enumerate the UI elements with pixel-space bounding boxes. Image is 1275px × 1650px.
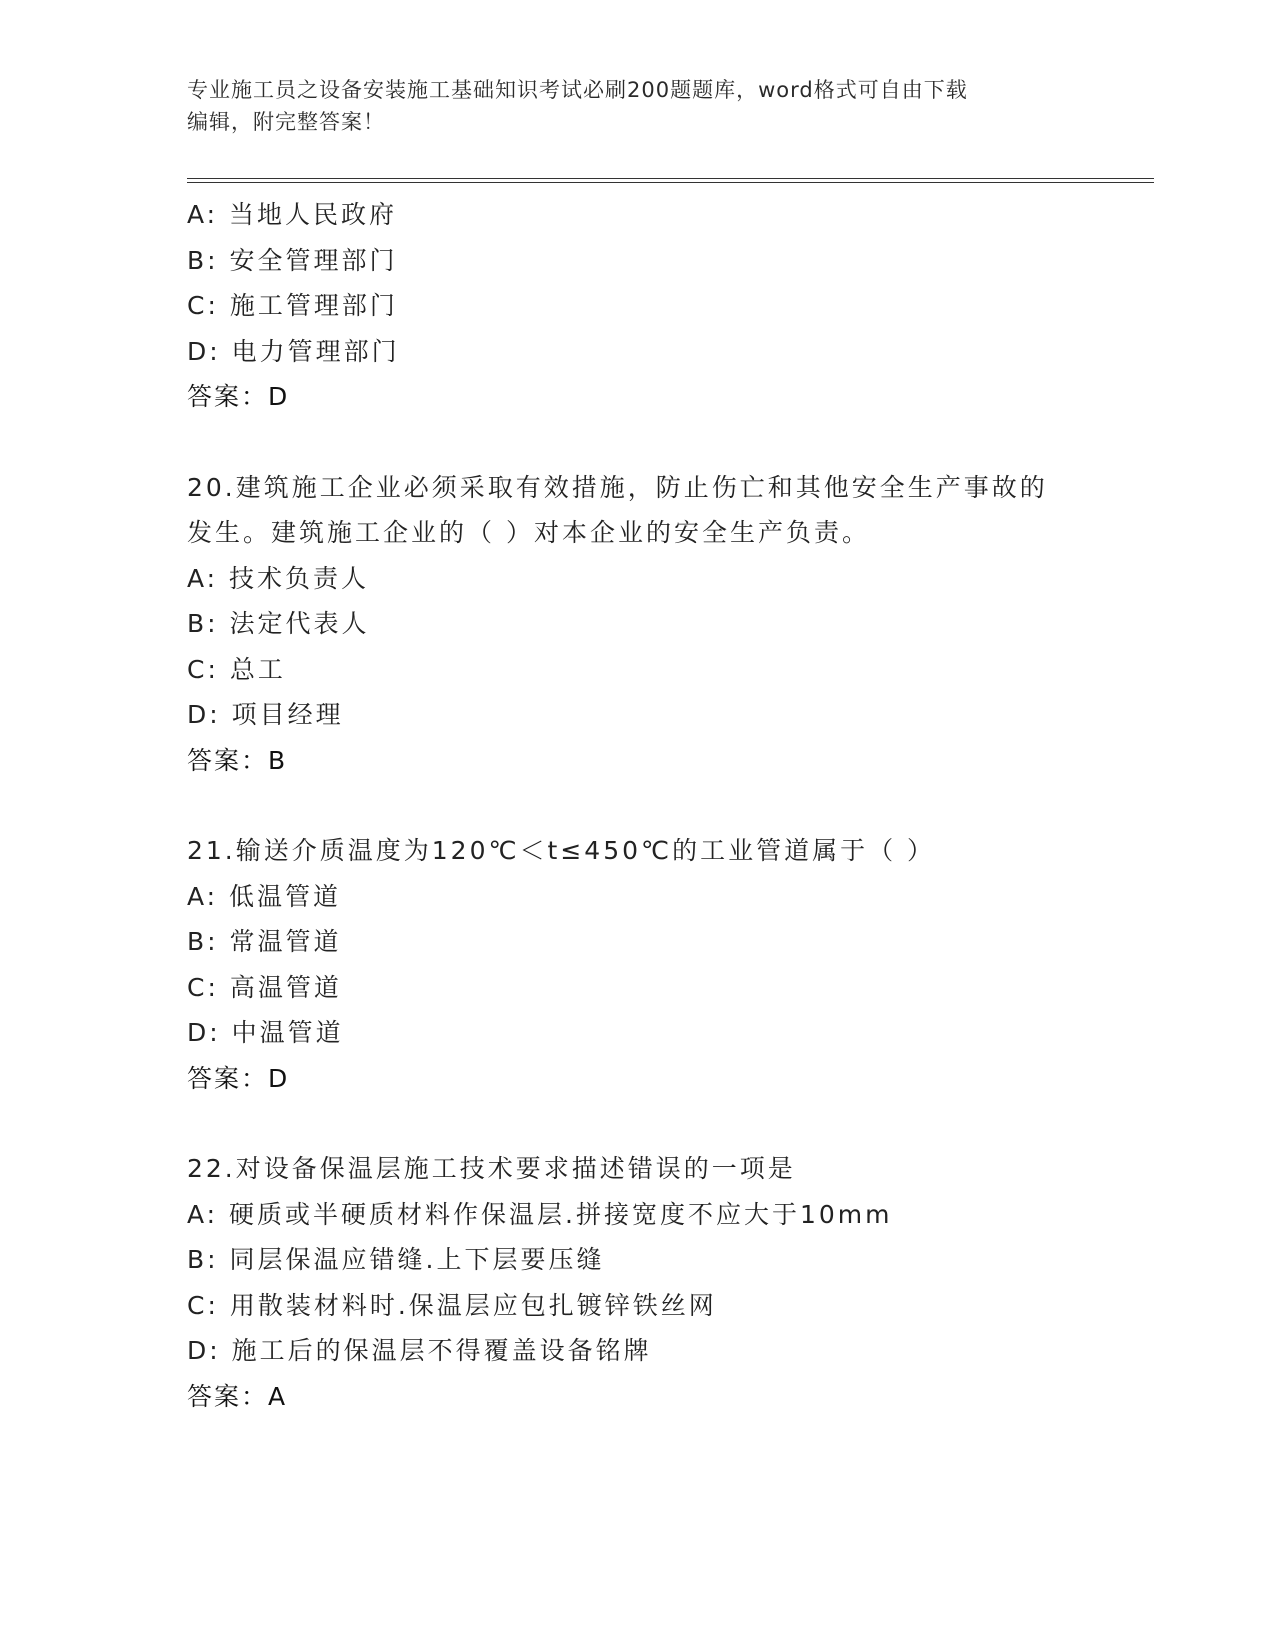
question-gap xyxy=(187,1101,1147,1146)
option-c: C: 施工管理部门 xyxy=(187,291,398,320)
option-c: C: 总工 xyxy=(187,654,286,684)
header-double-rule xyxy=(187,178,1154,183)
question-20 xyxy=(187,465,1147,784)
header-title-line-2: 编辑，附完整答案！ xyxy=(187,110,385,134)
answer-line: 答案：D xyxy=(187,382,290,411)
question-stem: 22.对设备保温层施工技术要求描述错误的一项是 xyxy=(187,1154,796,1183)
option-c: C: 用散装材料时.保温层应包扎镀锌铁丝网 xyxy=(187,1290,717,1320)
document-header xyxy=(187,74,1067,138)
question-list xyxy=(187,192,1147,1419)
question-stem: 20.建筑施工企业必须采取有效措施，防止伤亡和其他安全生产事故的 xyxy=(187,472,1048,502)
option-a: A: 低温管道 xyxy=(187,881,342,911)
option-a: A: 当地人民政府 xyxy=(187,200,398,229)
question-stem-continued: 发生。建筑施工企业的（ ）对本企业的安全生产负责。 xyxy=(187,518,870,547)
option-d: D: 电力管理部门 xyxy=(187,336,400,366)
question-19 xyxy=(187,192,1147,420)
option-b: B: 同层保温应错缝.上下层要压缝 xyxy=(187,1245,605,1274)
option-d: D: 施工后的保温层不得覆盖设备铭牌 xyxy=(187,1336,652,1365)
question-stem: 21.输送介质温度为120℃＜t≤450℃的工业管道属于（ ） xyxy=(187,836,936,865)
option-b: B: 常温管道 xyxy=(187,927,342,956)
question-gap xyxy=(187,783,1147,828)
question-gap xyxy=(187,420,1147,465)
option-d: D: 项目经理 xyxy=(187,700,344,729)
header-title-line-1: 专业施工员之设备安装施工基础知识考试必刷200题题库，word格式可自由下载 xyxy=(187,78,968,102)
option-a: A: 硬质或半硬质材料作保温层.拼接宽度不应大于10mm xyxy=(187,1199,893,1229)
option-c: C: 高温管道 xyxy=(187,972,342,1002)
option-b: B: 法定代表人 xyxy=(187,609,370,638)
option-d: D: 中温管道 xyxy=(187,1018,344,1047)
question-22 xyxy=(187,1146,1147,1419)
option-a: A: 技术负责人 xyxy=(187,563,370,593)
question-21 xyxy=(187,828,1147,1101)
answer-line: 答案：A xyxy=(187,1381,288,1411)
option-b: B: 安全管理部门 xyxy=(187,245,398,275)
answer-line: 答案：B xyxy=(187,745,288,775)
answer-line: 答案：D xyxy=(187,1063,290,1093)
